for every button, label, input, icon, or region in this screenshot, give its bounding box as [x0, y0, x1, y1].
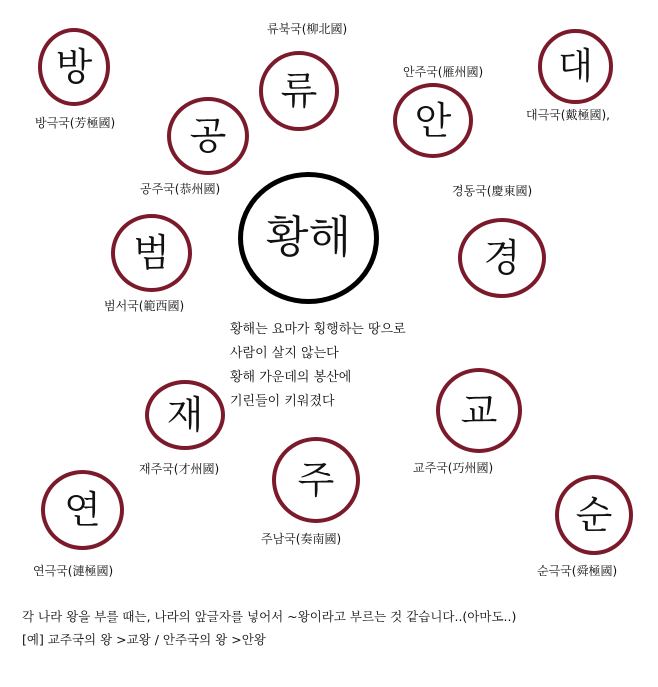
kingdom-label-ju: 주남국(奏南國)	[261, 532, 342, 546]
kingdom-glyph-ju: 주	[297, 458, 335, 502]
kingdom-glyph-an: 안	[414, 98, 452, 143]
kingdom-label-yeon: 연극국(漣極國)	[33, 564, 114, 578]
footer-example: [예] 교주국의 왕 >교왕 / 안주국의 왕 >안왕	[22, 632, 266, 647]
kingdom-circle-dae	[538, 29, 613, 104]
hwanghae-description	[230, 318, 406, 414]
kingdom-glyph-ryu: 류	[280, 69, 318, 113]
kingdom-label-beom: 범서국(範西國)	[104, 299, 185, 313]
kingdom-circle-ju	[272, 437, 360, 523]
kingdom-glyph-gong: 공	[189, 114, 227, 158]
kingdom-circle-beom	[111, 214, 192, 292]
description-line: 사람이 살지 않는다	[230, 346, 339, 361]
kingdom-glyph-jae: 재	[166, 393, 204, 437]
kingdom-glyph-yeon: 연	[64, 488, 101, 532]
kingdom-glyph-sun: 순	[575, 493, 613, 537]
hwanghae-glyph: 황해	[265, 212, 351, 263]
kingdom-label-gyo: 교주국(巧州國)	[413, 461, 494, 475]
description-line: 황해 가운데의 봉산에	[230, 370, 352, 385]
description-line: 기린들이 키워졌다	[230, 394, 335, 409]
kingdom-label-gong: 공주국(恭州國)	[140, 182, 221, 196]
kingdom-glyph-gyo: 교	[460, 388, 498, 433]
kingdom-glyph-bang: 방	[55, 45, 93, 89]
kingdom-circle-bang	[38, 28, 110, 106]
kingdom-label-an: 안주국(雁州國)	[403, 65, 484, 79]
kingdom-circle-an	[393, 83, 473, 158]
kingdom-label-ryu: 류북국(柳北國)	[267, 22, 348, 36]
kingdom-glyph-gyeong: 경	[483, 236, 521, 280]
kingdom-circle-ryu	[259, 51, 339, 131]
kingdom-circle-yeon	[41, 470, 124, 550]
kingdom-label-gyeong: 경동국(慶東國)	[452, 184, 533, 198]
kingdom-label-sun: 순극국(舜極國)	[537, 564, 618, 578]
kingdom-glyph-dae: 대	[558, 45, 593, 87]
hwanghae-center-circle	[238, 172, 379, 304]
kingdom-glyph-beom: 범	[133, 231, 170, 275]
kingdom-circle-sun	[555, 475, 633, 555]
kingdom-circle-gyo	[436, 368, 522, 453]
kingdom-label-jae: 재주국(才州國)	[139, 462, 220, 476]
kingdom-label-bang: 방극국(芳極國)	[35, 116, 116, 130]
kingdom-circle-jae	[145, 380, 225, 450]
kingdom-circle-gong	[167, 97, 249, 175]
kingdom-label-dae: 대극국(戴極國),	[526, 108, 610, 122]
kingdom-circle-gyeong	[458, 218, 546, 298]
footer-note: 각 나라 왕을 부를 때는, 나라의 앞글자를 넣어서 ~왕이라고 부르는 것 같습니다..(아마도..)	[22, 609, 517, 624]
description-line: 황해는 요마가 횡행하는 땅으로	[230, 322, 406, 337]
